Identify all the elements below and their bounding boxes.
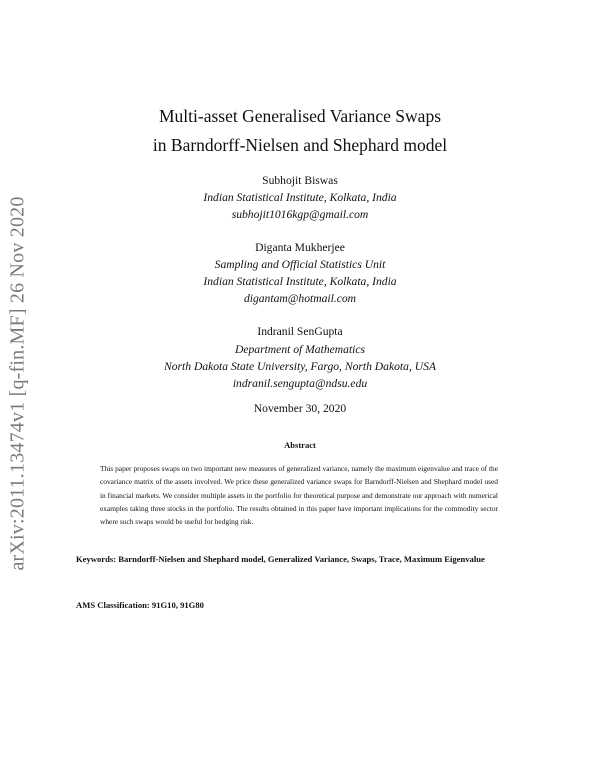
paper-title-line-1: Multi-asset Generalised Variance Swaps	[158, 106, 442, 126]
author-name: Subhojit Biswas	[262, 174, 338, 187]
author-affiliation: North Dakota State University, Fargo, North Dakota, USA	[163, 360, 436, 373]
author-name: Indranil SenGupta	[257, 325, 343, 338]
author-email: indranil.sengupta@ndsu.edu	[232, 377, 368, 390]
author-name: Diganta Mukherjee	[255, 241, 345, 254]
author-affiliation: Indian Statistical Institute, Kolkata, India	[203, 191, 397, 204]
author-affiliation: Indian Statistical Institute, Kolkata, India	[203, 275, 397, 288]
ams-classification: AMS Classification: 91G10, 91G80	[76, 600, 204, 610]
abstract-text: This paper proposes swaps on two important new measures of generalized variance, namely the maximum eigenvalue and trace of the covariance matrix of the assets involved. We price these generalized variance swaps for Barndorff-Nielsen and Shephard model used in financial markets. We consider multiple assets in the portfolio for theoretical purpose and demonstrate our approach with numerical examples taking three stocks in the portfolio. The results obtained in this paper have important implications for the commodity sector where such swaps would be useful for hedging risk.	[100, 464, 498, 527]
author-affiliation: Department of Mathematics	[234, 343, 366, 356]
author-affiliation: Sampling and Official Statistics Unit	[214, 258, 386, 271]
arxiv-identifier: arXiv:2011.13474v1 [q-fin.MF] 26 Nov 2020	[6, 196, 29, 571]
abstract-heading: Abstract	[284, 440, 316, 450]
paper-title-line-2: in Barndorff-Nielsen and Shephard model	[152, 135, 448, 155]
keywords: Keywords: Barndorff-Nielsen and Shephard model, Generalized Variance, Swaps, Trace, Maximum Eigenvalue	[76, 554, 485, 564]
author-email: subhojit1016kgp@gmail.com	[231, 208, 369, 221]
author-email: digantam@hotmail.com	[243, 292, 357, 305]
paper-date: November 30, 2020	[253, 402, 347, 415]
